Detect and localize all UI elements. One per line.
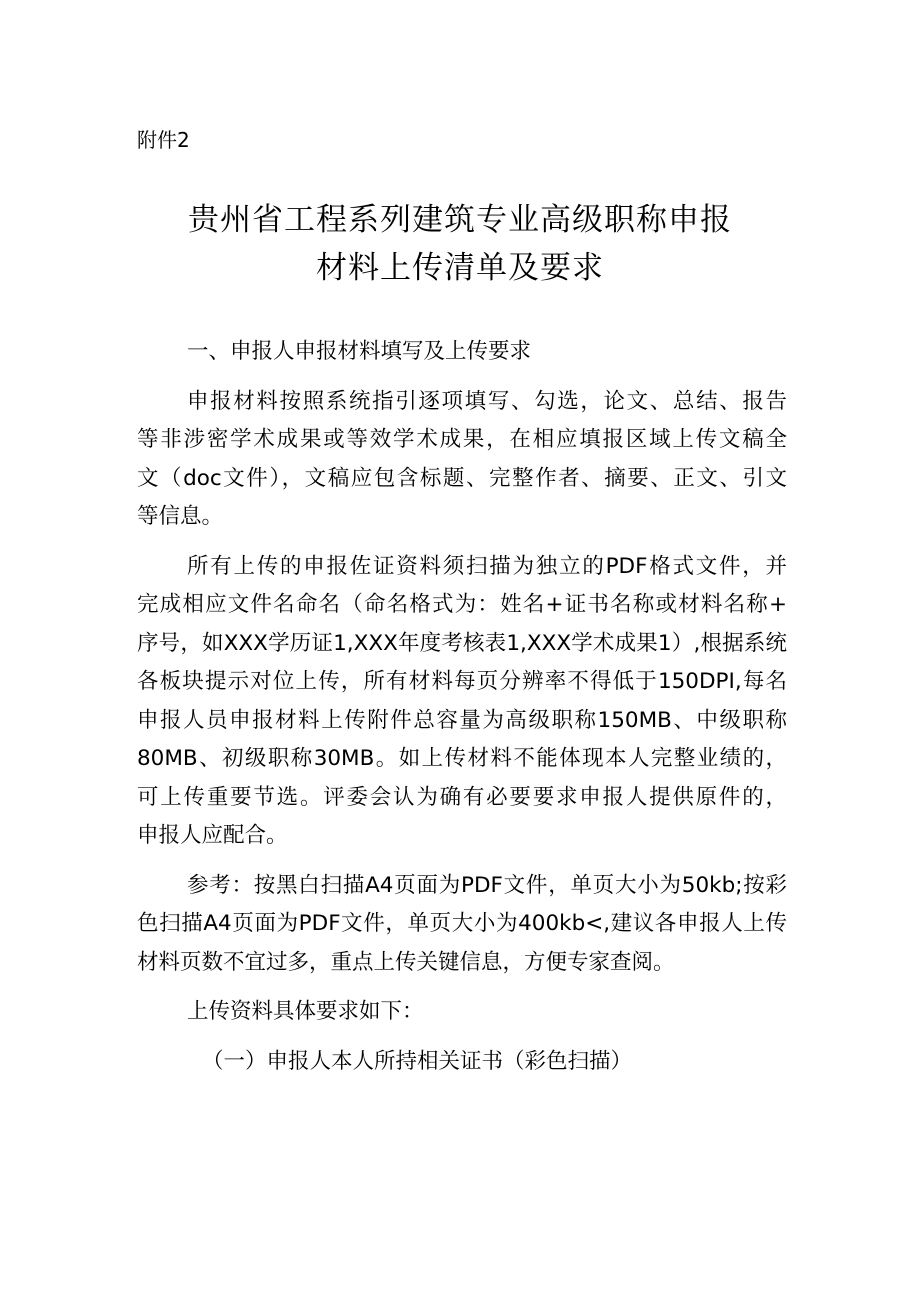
section-heading: 一、申报人申报材料填写及上传要求	[187, 339, 532, 364]
paragraph-2	[137, 548, 787, 856]
paragraph-line: 等非涉密学术成果或等效学术成果，在相应填报区域上传文稿全	[137, 427, 787, 452]
paragraph-line: 可上传重要节选。评委会认为确有必要要求申报人提供原件的，	[137, 784, 787, 810]
paragraph-line: 所有上传的申报佐证资料须扫描为独立的PDF格式文件，并	[187, 553, 787, 579]
paragraph-4: 上传资料具体要求如下：	[187, 999, 424, 1024]
paragraph-line: 完成相应文件名命名（命名格式为：姓名+证书名称或材料名称+	[137, 592, 787, 617]
paragraph-line: 各板块提示对位上传，所有材料每页分辨率不得低于150DPI,每名	[137, 669, 787, 694]
paragraph-1	[137, 383, 787, 537]
paragraph-3	[137, 867, 787, 983]
document-title	[150, 196, 770, 292]
title-line-1: 贵州省工程系列建筑专业高级职称申报	[188, 202, 732, 238]
paragraph-line: 参考：按黑白扫描A4页面为PDF文件，单页大小为50kb;按彩	[187, 872, 787, 898]
paragraph-line: 申报人应配合。	[137, 823, 288, 848]
paragraph-line: 文（doc文件），文稿应包含标题、完整作者、摘要、正文、引文	[137, 465, 787, 491]
attachment-label: 附件2	[137, 128, 190, 152]
paragraph-line: 80MB、初级职称30MB。如上传材料不能体现本人完整业绩的，	[137, 746, 787, 771]
paragraph-line: 色扫描A4页面为PDF文件，单页大小为400kb<,建议各申报人上传	[137, 911, 787, 936]
document-body	[137, 333, 787, 1081]
paragraph-line: 等信息。	[137, 504, 224, 529]
title-line-2: 材料上传清单及要求	[316, 250, 604, 286]
paragraph-line: 材料页数不宜过多，重点上传关键信息，方便专家查阅。	[137, 949, 675, 975]
paragraph-line: 序号，如XXX学历证1,XXX年度考核表1,XXX学术成果1）,根据系统	[137, 630, 787, 656]
subsection-heading: （一）申报人本人所持相关证书（彩色扫描）	[202, 1048, 633, 1074]
paragraph-line: 申报材料按照系统指引逐项填写、勾选，论文、总结、报告	[187, 388, 787, 414]
paragraph-line: 申报人员申报材料上传附件总容量为高级职称150MB、中级职称	[137, 707, 787, 733]
